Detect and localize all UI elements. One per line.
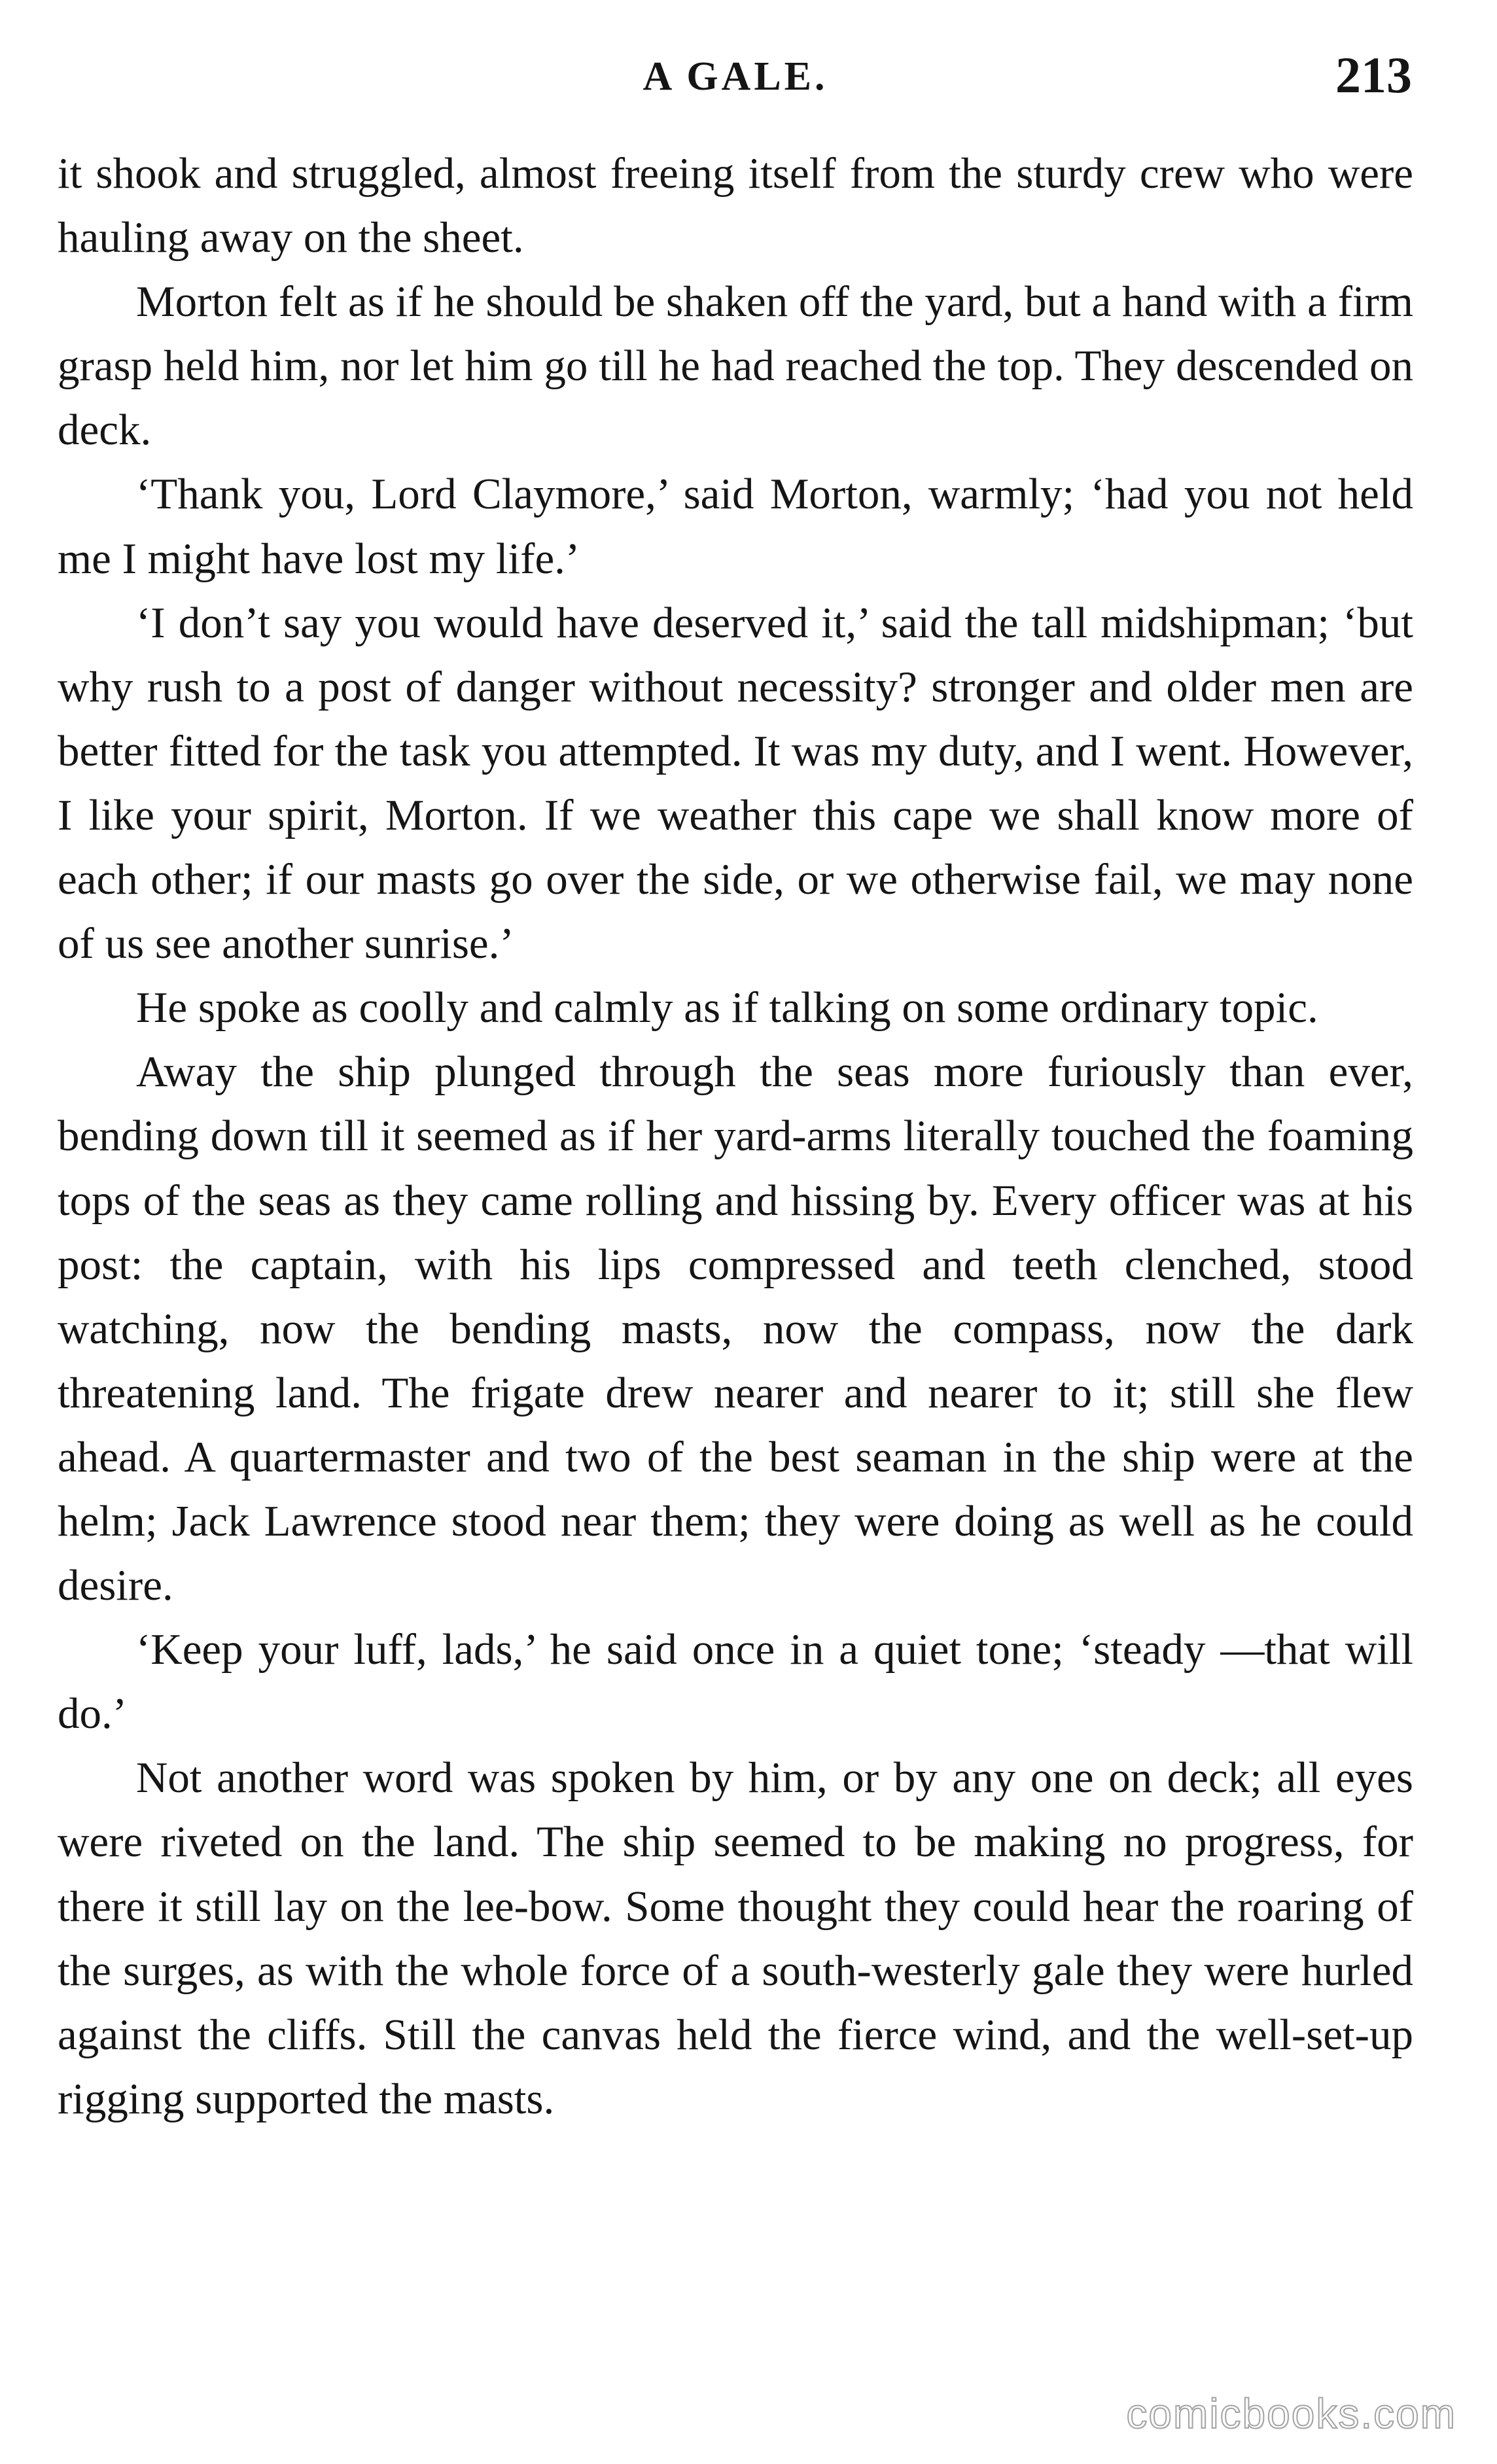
chapter-title: A GALE.: [643, 54, 828, 99]
paragraph: He spoke as coolly and calmly as if talking on some ordinary topic.: [136, 983, 1318, 1032]
watermark: comicbooks.com: [1126, 2390, 1456, 2437]
page-number: 213: [1335, 46, 1412, 103]
paragraph: ‘Keep your luff, lads,’ he said once in a quiet tone; ‘steady —that will do.’: [58, 1625, 1413, 1738]
paragraph: Away the ship plunged through the seas more furiously than ever, bending down till it seemed as if her yard-arms literally touched the foaming tops of the seas as they came rolling and hissing by. Every officer was at his post: the captain, with his lips compressed and teeth clenched, stood watching, now the bending masts, now the compass, now the dark threatening land. The frigate drew nearer and nearer to it; still she flew ahead. A quartermaster and two of the best seaman in the ship were at the helm; Jack Lawrence stood near them; they were doing as well as he could desire.: [58, 1047, 1413, 1610]
paragraph: Morton felt as if he should be shaken off the yard, but a hand with a firm grasp held him, nor let him go till he had reached the top. They descended on deck.: [58, 277, 1413, 455]
paragraph: ‘I don’t say you would have deserved it,’ said the tall midshipman; ‘but why rush to a post of danger without necessity? stronger and older men are better fitted for the task you attempted. It was my duty, and I went. However, I like your spirit, Morton. If we weather this cape we shall know more of each other; if our masts go over the side, or we otherwise fail, we may none of us see another sunrise.’: [58, 598, 1413, 968]
running-head: [59, 46, 1412, 124]
paragraph: ‘Thank you, Lord Claymore,’ said Morton, warmly; ‘had you not held me I might have lost my life.’: [58, 470, 1413, 583]
paragraph-continuation: it shook and struggled, almost freeing itself from the sturdy crew who were hauling away on the sheet.: [58, 149, 1413, 262]
paragraph: Not another word was spoken by him, or by any one on deck; all eyes were riveted on the land. The ship seemed to be making no progress, for there it still lay on the lee-bow. Some thought they could hear the roaring of the surges, as with the whole force of a south-westerly gale they were hurled against the cliffs. Still the canvas held the fierce wind, and the well-set-up rigging supported the masts.: [58, 1753, 1413, 2123]
body-text: [58, 141, 1413, 2131]
